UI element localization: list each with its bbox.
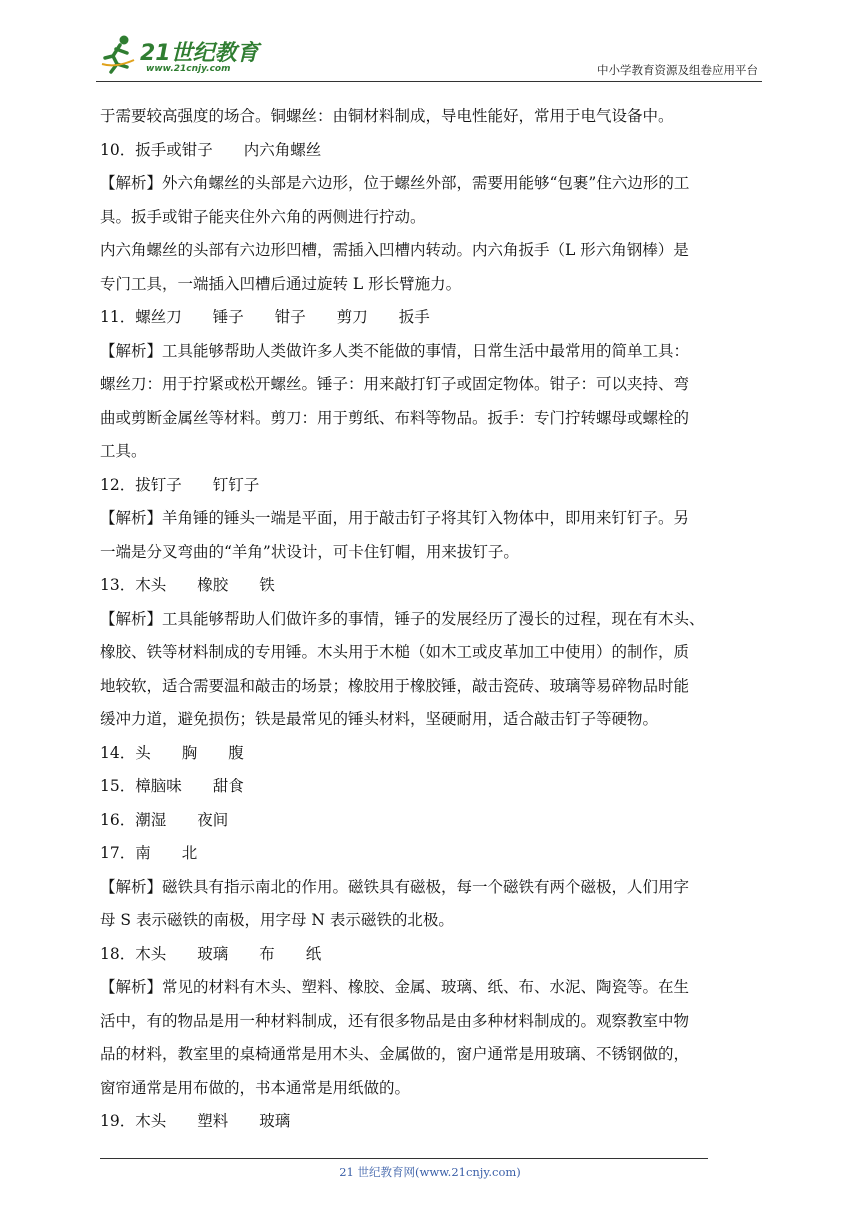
analysis-line: 【解析】磁铁具有指示南北的作用。磁铁具有磁极，每一个磁铁有两个磁极，人们用字 xyxy=(100,877,690,896)
text-line: 具。扳手或钳子能夹住外六角的两侧进行拧动。 xyxy=(100,207,426,226)
answer-line: 11．螺丝刀 锤子 钳子 剪刀 扳手 xyxy=(100,308,430,326)
analysis-line: 【解析】羊角锤的锤头一端是平面，用于敲击钉子将其钉入物体中，即用来钉钉子。另 xyxy=(100,509,690,527)
answer-line: 15．樟脑味 甜食 xyxy=(100,777,244,795)
logo-url: www.21cnjy.com xyxy=(146,64,231,74)
text-line: 品的材料，教室里的桌椅通常是用木头、金属做的，窗户通常是用玻璃、不锈钢做的， xyxy=(100,1045,690,1063)
logo-text: 21世纪教育 xyxy=(140,41,259,66)
analysis-line: 【解析】工具能够帮助人类做许多人类不能做的事情，日常生活中最常用的简单工具： xyxy=(100,341,690,360)
runner-icon xyxy=(100,34,136,74)
text-line: 于需要较高强度的场合。铜螺丝：由铜材料制成，导电性能好，常用于电气设备中。 xyxy=(100,107,674,125)
answer-line: 17．南 北 xyxy=(100,844,198,862)
text-line: 橡胶、铁等材料制成的专用锤。木头用于木槌（如木工或皮革加工中使用）的制作，质 xyxy=(100,643,690,661)
answer-line: 12．拔钉子 钉钉子 xyxy=(100,475,260,494)
analysis-line: 【解析】外六角螺丝的头部是六边形，位于螺丝外部，需要用能够“包裹”住六边形的工 xyxy=(100,174,690,192)
answer-line: 14．头 胸 腹 xyxy=(100,743,244,762)
answer-line: 16．潮湿 夜间 xyxy=(100,810,229,829)
text-line: 一端是分叉弯曲的“羊角”状设计，可卡住钉帽，用来拔钉子。 xyxy=(100,542,519,561)
text-line: 窗帘通常是用布做的，书本通常是用纸做的。 xyxy=(100,1078,411,1097)
analysis-line: 【解析】工具能够帮助人们做许多的事情，锤子的发展经历了漫长的过程，现在有木头、 xyxy=(100,609,705,628)
answer-line: 18．木头 玻璃 布 纸 xyxy=(100,944,322,963)
header-divider xyxy=(96,81,762,82)
text-line: 专门工具，一端插入凹槽后通过旋转 L 形长臂施力。 xyxy=(100,274,462,293)
analysis-line: 【解析】常见的材料有木头、塑料、橡胶、金属、玻璃、纸、布、水泥、陶瓷等。在生 xyxy=(100,978,690,996)
page-header xyxy=(96,28,762,84)
text-line: 曲或剪断金属丝等材料。剪刀：用于剪纸、布料等物品。扳手：专门拧转螺母或螺栓的 xyxy=(100,408,690,427)
footer-divider xyxy=(100,1158,708,1159)
answer-line: 13．木头 橡胶 铁 xyxy=(100,576,275,594)
site-logo xyxy=(96,28,266,80)
answer-line: 10．扳手或钳子 内六角螺丝 xyxy=(100,140,322,159)
text-line: 螺丝刀：用于拧紧或松开螺丝。锤子：用来敲打钉子或固定物体。钳子：可以夹持、弯 xyxy=(100,375,690,393)
text-line: 工具。 xyxy=(100,442,147,460)
text-line: 地较软，适合需要温和敲击的场景；橡胶用于橡胶锤，敲击瓷砖、玻璃等易碎物品时能 xyxy=(100,676,690,695)
answer-line: 19．木头 塑料 玻璃 xyxy=(100,1112,291,1130)
text-line: 缓冲力道，避免损伤；铁是最常见的锤头材料，坚硬耐用，适合敲击钉子等硬物。 xyxy=(100,710,659,728)
page-footer: 21 世纪教育网(www.21cnjy.com) xyxy=(339,1165,521,1179)
text-line: 内六角螺丝的头部有六边形凹槽，需插入凹槽内转动。内六角扳手（L 形六角钢棒）是 xyxy=(100,241,689,259)
platform-name: 中小学教育资源及组卷应用平台 xyxy=(597,63,758,77)
answer-content xyxy=(100,100,764,1139)
text-line: 活中，有的物品是用一种材料制成，还有很多物品是由多种材料制成的。观察教室中物 xyxy=(100,1011,690,1030)
text-line: 母 S 表示磁铁的南极，用字母 N 表示磁铁的北极。 xyxy=(100,911,454,929)
